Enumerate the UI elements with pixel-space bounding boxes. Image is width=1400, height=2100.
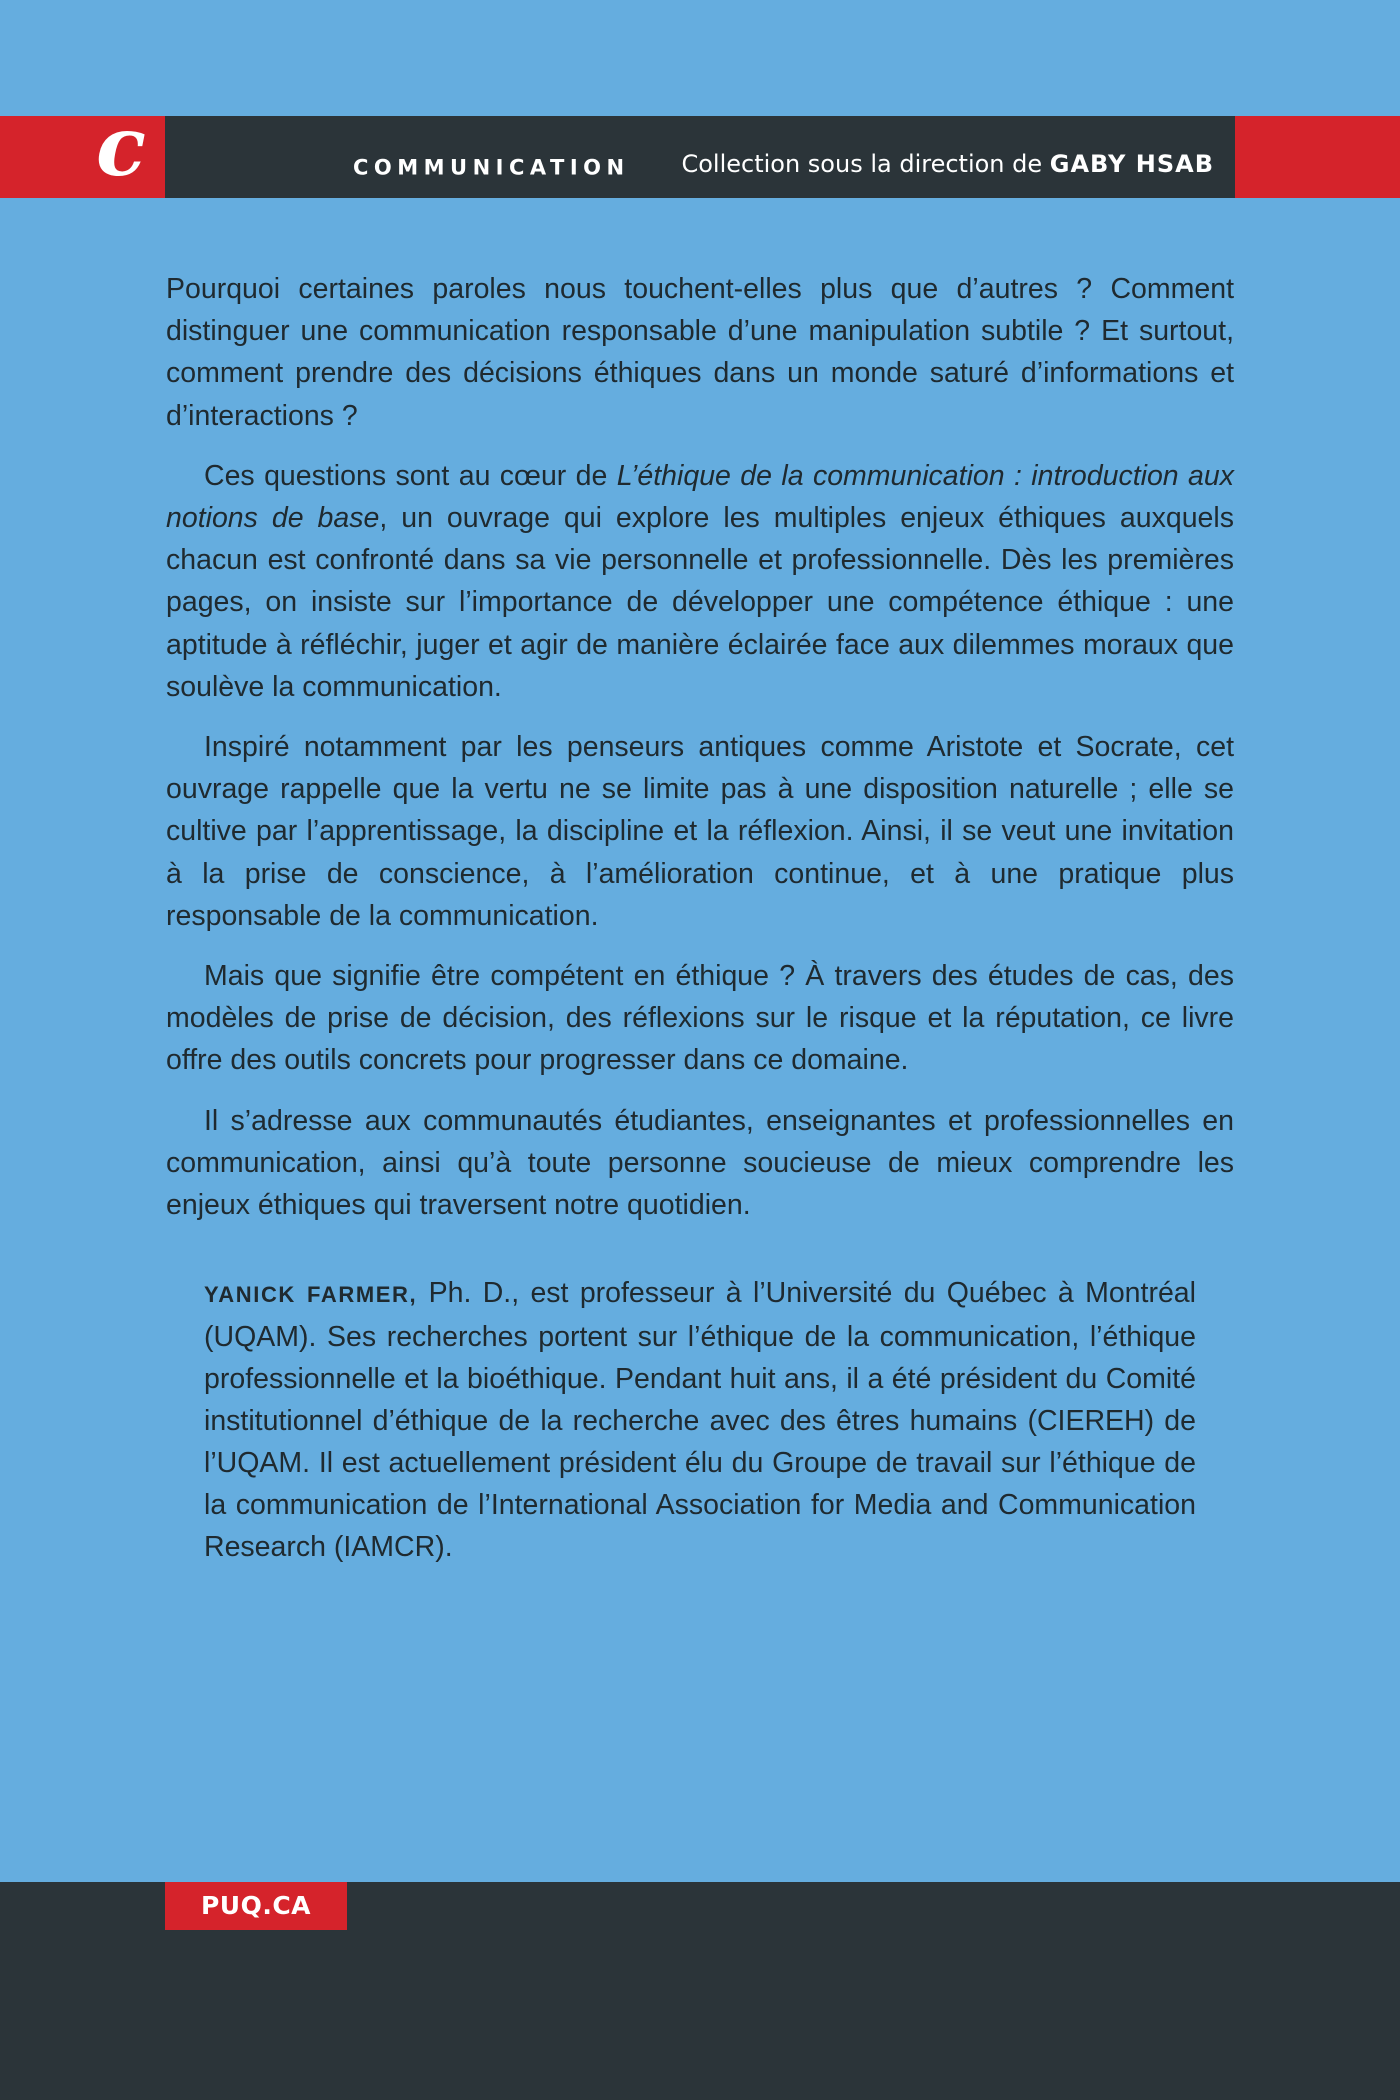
collection-name: COMMUNICATION	[353, 155, 630, 180]
author-bio	[204, 1272, 1196, 1568]
author-name: YANICK FARMER,	[204, 1282, 418, 1307]
collection-header	[0, 99, 1400, 198]
summary-paragraph-4: Mais que signifie être compétent en éthique ? À travers des études de cas, des modèles de prise de décision, des réflexions sur le risque et la réputation, ce livre offre des outils concrets pour progresser dans ce domaine.	[166, 960, 1234, 1077]
paragraph-2-intro: Ces questions sont au cœur de	[204, 459, 617, 492]
summary-paragraph-5: Il s’adresse aux communautés étudiantes, enseignantes et professionnelles en communication, ainsi qu’à toute personne soucieuse de mieux comprendre les enjeux éthiques qui traversent notre quotidien.	[166, 1104, 1234, 1222]
header-accent-left	[0, 99, 165, 198]
summary-paragraph-2	[166, 455, 1234, 708]
header-accent-right	[1235, 116, 1400, 198]
director-name: GABY HSAB	[1049, 150, 1214, 178]
paragraph-2-body: , un ouvrage qui explore les multiples enjeux éthiques auxquels chacun est confronté dans sa vie personnelle et professionnelle. Dès les premières pages, on insiste sur l’importance de développer une compétence éthique : une aptitude à réfléchir, juger et agir de manière éclairée face aux dilemmes moraux que soulève la communication.	[166, 502, 1234, 703]
collection-director	[681, 152, 1214, 176]
publisher-site-link[interactable]: PUQ.CA	[165, 1882, 347, 1930]
back-cover-summary	[166, 268, 1234, 1244]
author-bio-text: Ph. D., est professeur à l’Université du Québec à Montréal (UQAM). Ses recherches portent sur l’éthique de la communication, l’éthique professionnelle et la bioéthique. Pendant huit ans, il a été président du Comité institutionnel d’éthique de la recherche avec des êtres humains (CIEREH) de l’UQAM. Il est actuellement président élu du Groupe de travail sur l’éthique de la communication de l’International Association for Media and Communication Research (IAMCR).	[204, 1277, 1196, 1563]
book-title: L’éthique de la communication : introduction aux notions de base	[166, 459, 1234, 535]
summary-paragraph-3: Inspiré notamment par les penseurs antiques comme Aristote et Socrate, cet ouvrage rappelle que la vertu ne se limite pas à une disposition naturelle ; elle se cultive par l’apprentissage, la discipline et la réflexion. Ainsi, il se veut une invitation à la prise de conscience, à l’amélioration continue, et à une pratique plus responsable de la communication.	[166, 731, 1234, 932]
footer-bar	[0, 1882, 1400, 2100]
director-prefix: Collection sous la direction de	[681, 150, 1050, 178]
summary-paragraph-1: Pourquoi certaines paroles nous touchent-elles plus que d’autres ? Comment distinguer une communication responsable d’une manipulation subtile ? Et surtout, comment prendre des décisions éthiques dans un monde saturé d’informations et d’interactions ?	[166, 273, 1234, 432]
collection-logo: c	[96, 99, 146, 195]
